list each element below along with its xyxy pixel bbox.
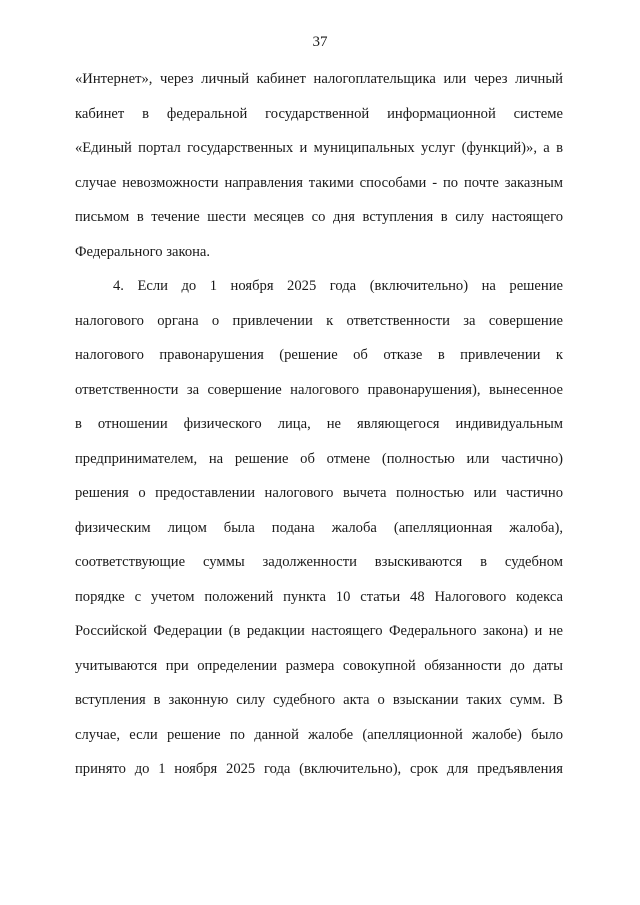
text-line: Российской Федерации (в редакции настоящего Федерального закона) и не <box>75 623 563 639</box>
text-line: 4. Если до 1 ноября 2025 года (включительно) на решение <box>113 278 563 294</box>
page-number: 37 <box>312 34 328 50</box>
text-line: в отношении физического лица, не являющегося индивидуальным <box>75 416 563 432</box>
text-line: соответствующие суммы задолженности взыскиваются в судебном <box>75 554 563 570</box>
text-line: кабинет в федеральной государственной информационной системе <box>75 105 563 122</box>
text-line: ответственности за совершение налогового правонарушения), вынесенное <box>75 381 563 398</box>
text-line: налогового правонарушения (решение об отказе в привлечении к <box>75 347 563 363</box>
text-line: принято до 1 ноября 2025 года (включительно), срок для предъявления <box>75 761 563 777</box>
text-line: физическим лицом была подана жалоба (апелляционная жалоба), <box>75 519 563 536</box>
text-line: «Интернет», через личный кабинет налогоплательщика или через личный <box>75 71 563 87</box>
paragraph-continuation <box>75 62 563 269</box>
text-line: случае невозможности направления такими способами - по почте заказным <box>75 174 563 191</box>
text-line: вступления в законную силу судебного акта о взыскании таких сумм. В <box>75 692 563 708</box>
text-line: учитываются при определении размера совокупной обязанности до даты <box>75 657 563 674</box>
text-line: случае, если решение по данной жалобе (апелляционной жалобе) было <box>75 726 563 743</box>
text-line: предпринимателем, на решение об отмене (полностью или частично) <box>75 450 563 467</box>
text-line: решения о предоставлении налогового вычета полностью или частично <box>75 485 563 501</box>
text-line: письмом в течение шести месяцев со дня вступления в силу настоящего <box>75 209 563 225</box>
text-line: Федерального закона. <box>75 243 211 260</box>
text-line: налогового органа о привлечении к ответственности за совершение <box>75 312 563 329</box>
text-line: «Единый портал государственных и муниципальных услуг (функций)», а в <box>75 140 563 156</box>
text-line: порядке с учетом положений пункта 10 статьи 48 Налогового кодекса <box>75 588 563 605</box>
document-body <box>75 62 563 787</box>
paragraph-item-4 <box>75 269 563 787</box>
